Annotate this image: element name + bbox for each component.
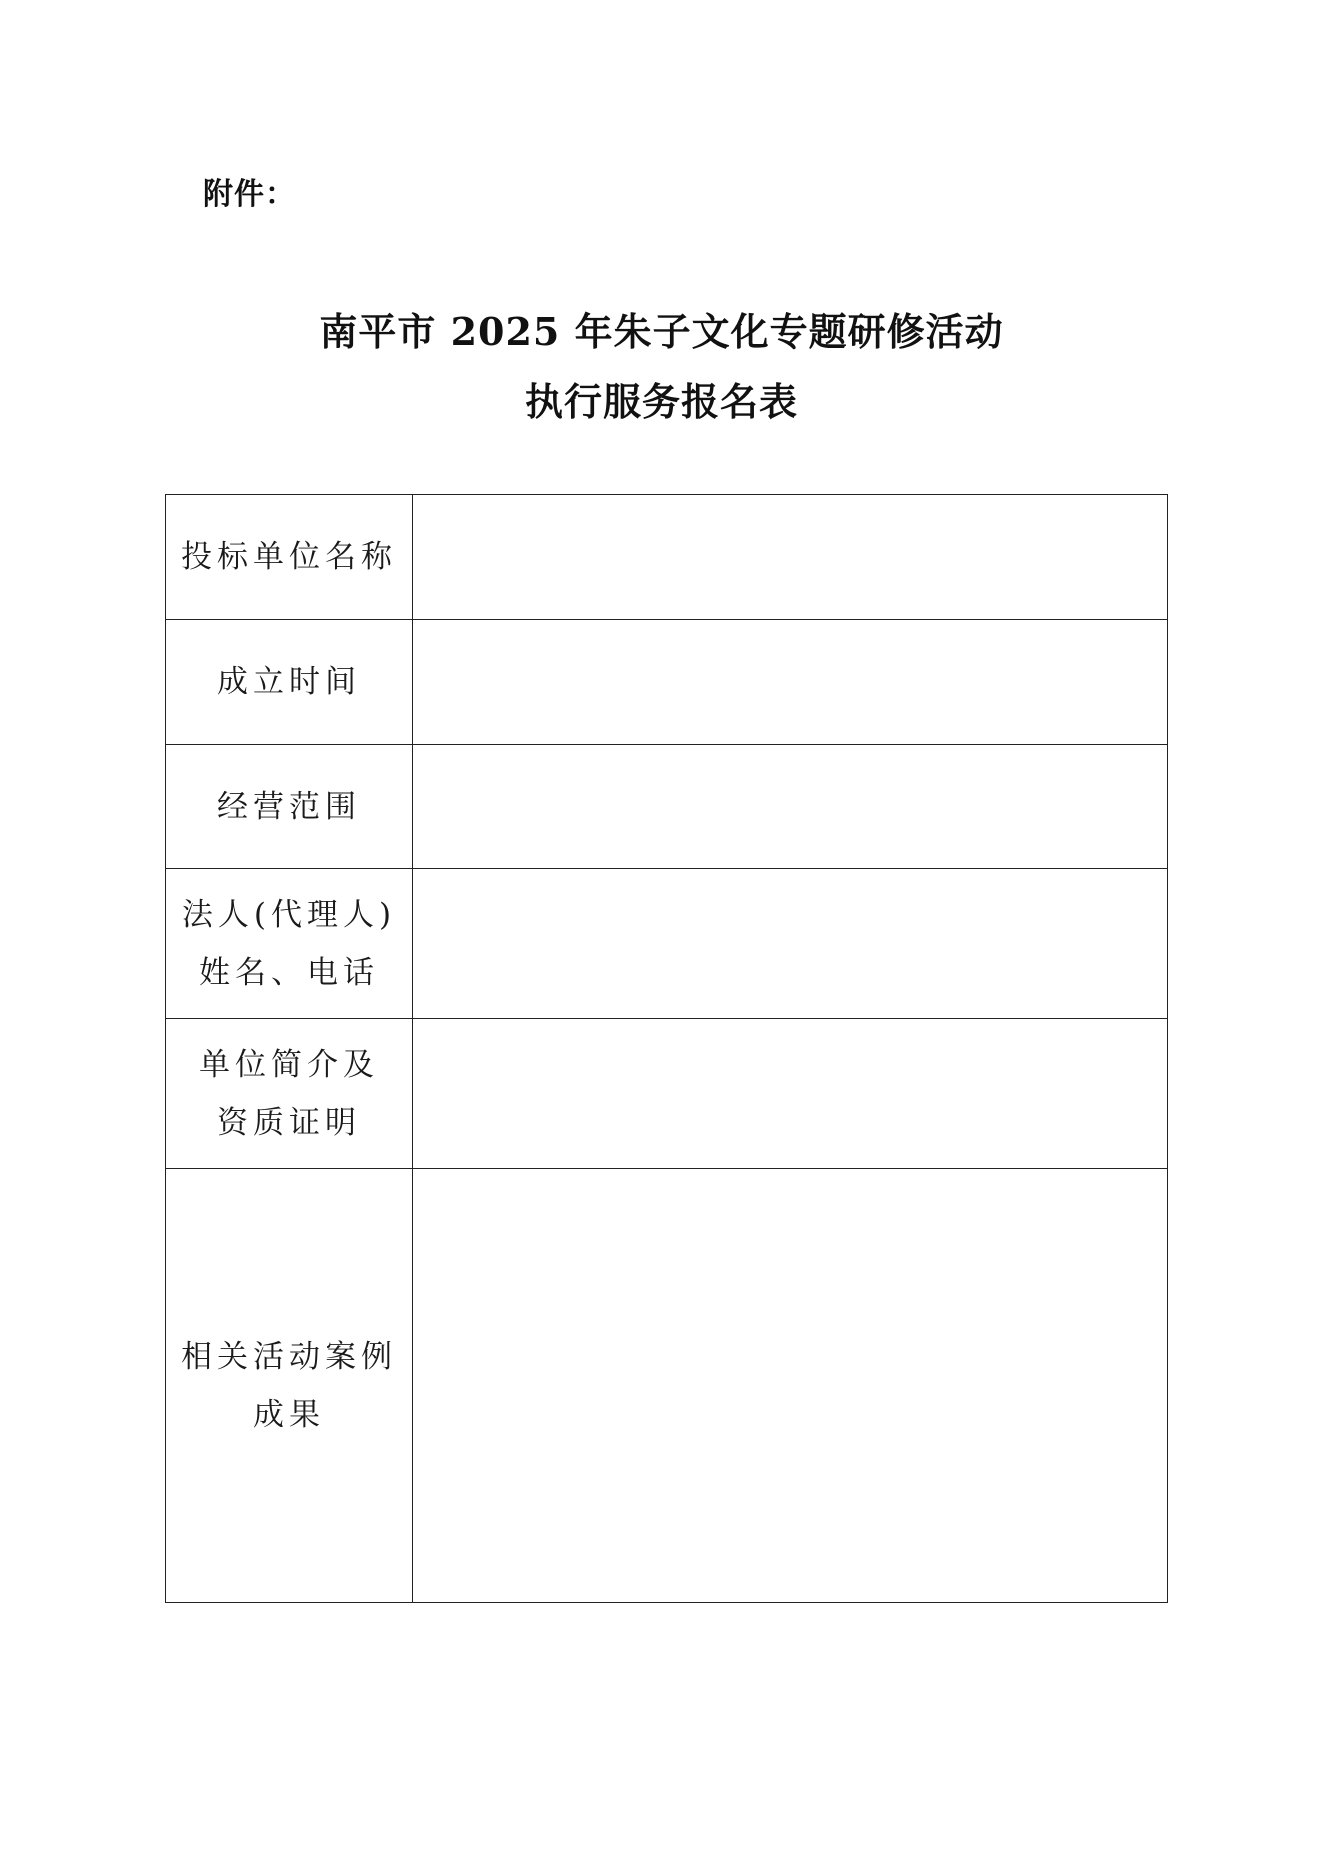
field-legal-representative[interactable] bbox=[413, 869, 1168, 1019]
field-business-scope[interactable] bbox=[413, 745, 1168, 869]
label-established-time bbox=[166, 620, 413, 745]
field-related-cases[interactable] bbox=[413, 1169, 1168, 1603]
label-related-cases bbox=[166, 1169, 413, 1603]
label-text: 投标单位名称 bbox=[181, 539, 397, 575]
form-row-established-time bbox=[166, 620, 1168, 745]
label-text: 经营范围 bbox=[217, 788, 361, 825]
registration-form-table bbox=[165, 494, 1168, 1603]
form-row-related-cases bbox=[166, 1169, 1168, 1603]
label-company-profile bbox=[166, 1019, 413, 1169]
label-text-line-2: 成果 bbox=[253, 1396, 325, 1433]
field-company-profile[interactable] bbox=[413, 1019, 1168, 1169]
label-bidder-name bbox=[166, 495, 413, 620]
label-legal-representative bbox=[166, 869, 413, 1019]
document-title-line-2: 执行服务报名表 bbox=[524, 379, 798, 424]
form-row-company-profile bbox=[166, 1019, 1168, 1169]
form-row-business-scope bbox=[166, 745, 1168, 869]
label-business-scope bbox=[166, 745, 413, 869]
label-text-line-1: 相关活动案例 bbox=[181, 1338, 397, 1375]
field-established-time[interactable] bbox=[413, 620, 1168, 745]
form-row-bidder-name bbox=[166, 495, 1168, 620]
document-title-line-1: 南平市 2025 年朱子文化专题研修活动 bbox=[319, 309, 1004, 354]
label-text-line-1: 单位简介及 bbox=[199, 1046, 379, 1083]
form-row-legal-representative bbox=[166, 869, 1168, 1019]
field-bidder-name[interactable] bbox=[413, 495, 1168, 620]
attachment-label: 附件： bbox=[203, 177, 296, 212]
label-text-line-2: 资质证明 bbox=[217, 1104, 361, 1141]
label-text-line-1: 法人(代理人) bbox=[181, 896, 397, 933]
label-text-line-2: 姓名、电话 bbox=[199, 954, 379, 991]
label-text: 成立时间 bbox=[217, 664, 361, 700]
